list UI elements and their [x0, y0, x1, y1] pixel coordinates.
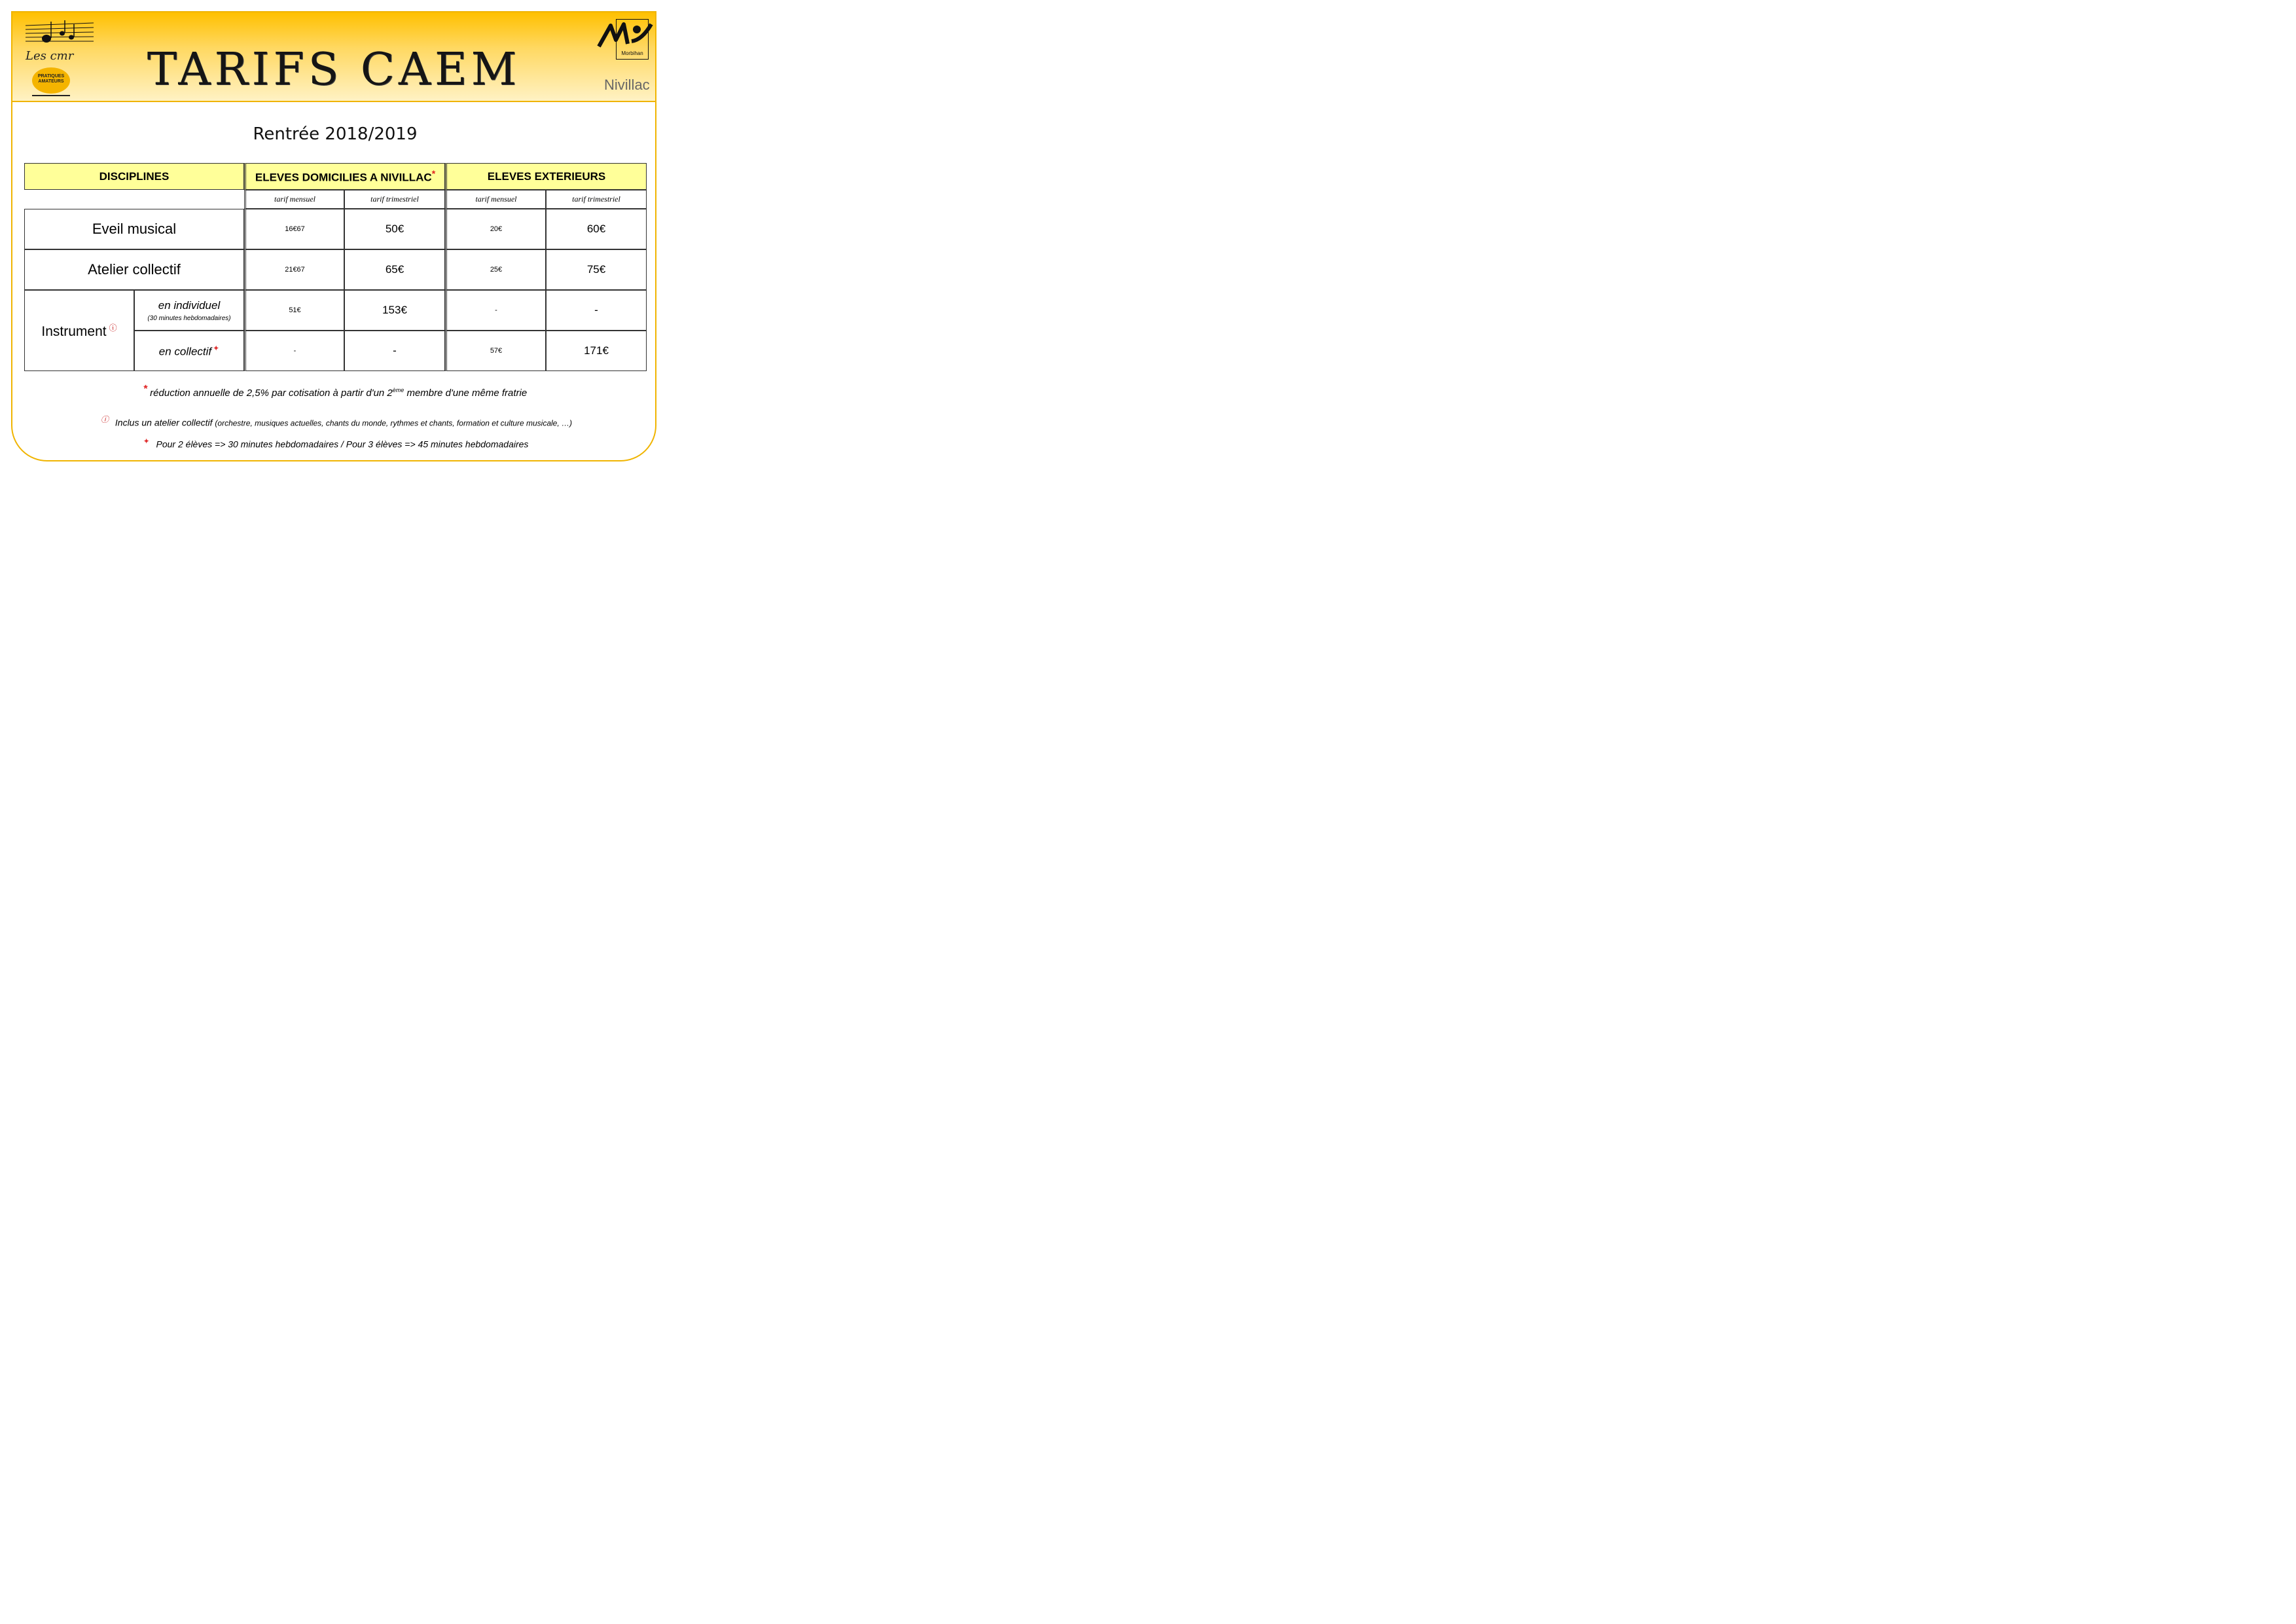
note-atelier: ⓘ Inclus un atelier collectif (orchestre, musiques actuelles, chants du monde, rythmes et chants, formation et culture musicale, …) [100, 415, 572, 428]
table-row [24, 209, 647, 249]
asterisk-icon: * [143, 384, 147, 395]
price-cell: - [445, 290, 546, 331]
price-cell: 60€ [546, 209, 647, 249]
header-disciplines: DISCIPLINES [24, 163, 244, 190]
table-row [24, 290, 647, 331]
table-header-row [24, 163, 647, 190]
info-icon: ⓘ [100, 415, 109, 424]
price-cell: 50€ [344, 209, 445, 249]
price-cell: 20€ [445, 209, 546, 249]
price-cell: - [244, 331, 344, 371]
instrument-sub-cell: en individuel (30 minutes hebdomadaires) [134, 290, 244, 331]
subheader-cell: tarif trimestriel [546, 190, 647, 209]
svg-text:Les cmr: Les cmr [26, 49, 74, 63]
price-cell: 21€67 [244, 249, 344, 290]
subheader-cell: tarif mensuel [244, 190, 344, 209]
discipline-cell: Atelier collectif [24, 249, 244, 290]
discipline-cell: Eveil musical [24, 209, 244, 249]
subheader-empty [24, 190, 244, 209]
nivillac-logo [604, 73, 656, 99]
price-cell: 153€ [344, 290, 445, 331]
sparkle-icon: ✦ [143, 437, 150, 446]
asterisk-icon: * [431, 168, 436, 179]
price-cell: 51€ [244, 290, 344, 331]
instrument-note: (30 minutes hebdomadaires) [147, 314, 231, 322]
price-cell: - [344, 331, 445, 371]
subheader-cell: tarif trimestriel [344, 190, 445, 209]
header-exterieurs: ELEVES EXTERIEURS [445, 163, 647, 190]
price-cell: 25€ [445, 249, 546, 290]
header-domicilies: ELEVES DOMICILIES A NIVILLAC* [244, 163, 445, 190]
subheader-cell: tarif mensuel [445, 190, 546, 209]
tarifs-table [24, 163, 647, 371]
discipline-cell-instrument: Instrument ⓘ [24, 290, 134, 371]
table-row [24, 249, 647, 290]
subtitle: Rentrée 2018/2019 [253, 124, 418, 144]
instrument-sub-cell: en collectif ✦ [134, 331, 244, 371]
price-cell: 57€ [445, 331, 546, 371]
price-cell: - [546, 290, 647, 331]
pratiques-amateurs-text: PRATIQUES AMATEURS [37, 74, 65, 84]
price-cell: 75€ [546, 249, 647, 290]
price-cell: 171€ [546, 331, 647, 371]
note-collectif: ✦ Pour 2 élèves => 30 minutes hebdomadaires / Pour 3 élèves => 45 minutes hebdomadaires [143, 437, 529, 450]
nivillac-text: Nivillac [604, 77, 650, 93]
info-icon: ⓘ [109, 323, 117, 333]
morbihan-text: Morbihan [621, 50, 643, 56]
price-cell: 65€ [344, 249, 445, 290]
header-banner [12, 12, 655, 102]
note-reduction: * réduction annuelle de 2,5% par cotisation à partir d'un 2ème membre d'une même fratrie [143, 384, 528, 399]
morbihan-logo [596, 18, 655, 62]
page-title: TARIFS CAEM [147, 44, 521, 96]
sparkle-icon: ✦ [213, 343, 220, 353]
table-subheader-row [24, 190, 647, 209]
price-cell: 16€67 [244, 209, 344, 249]
